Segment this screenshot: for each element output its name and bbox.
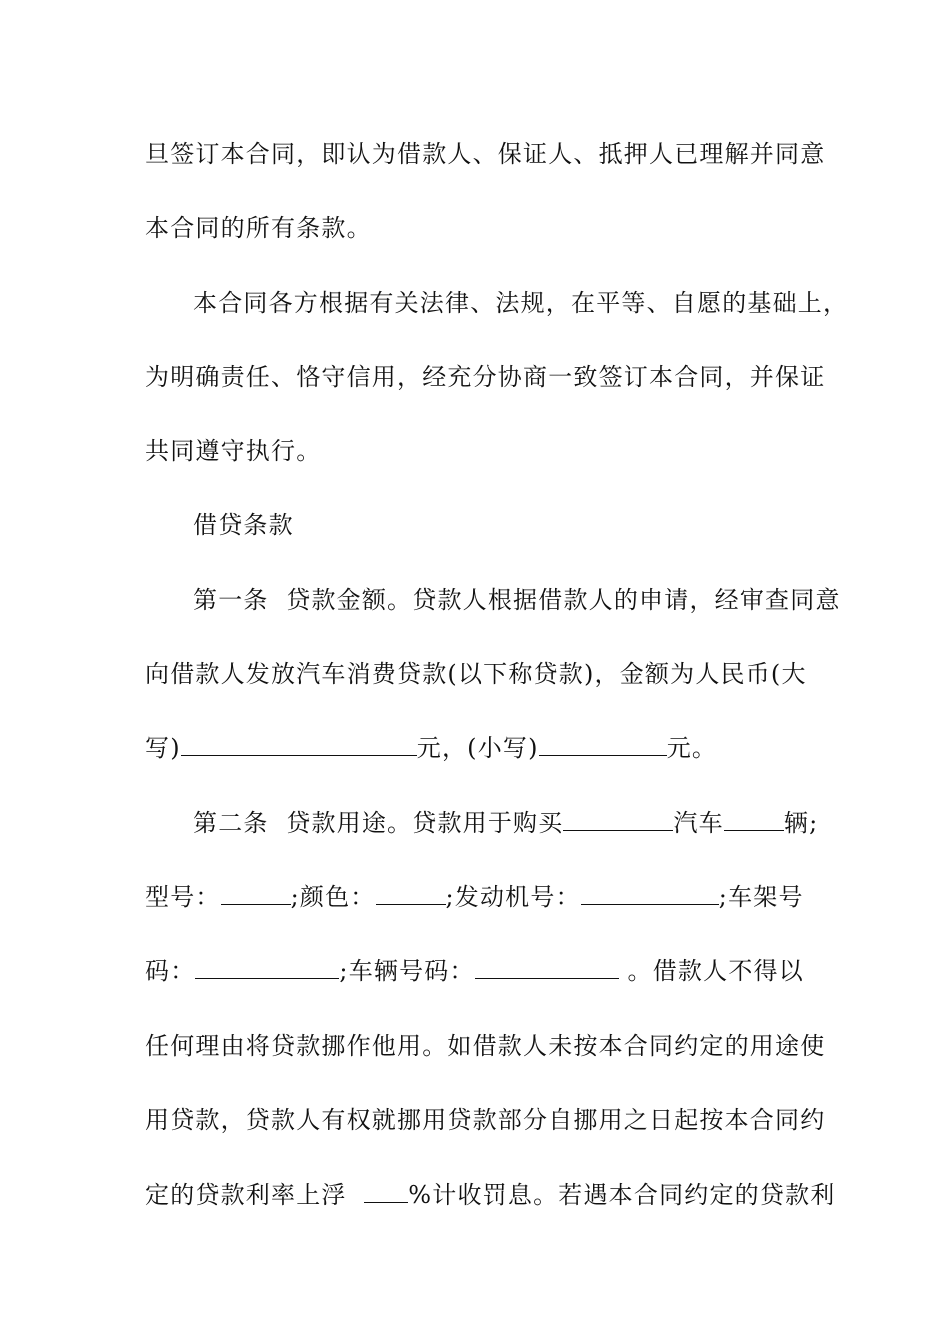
engine-number-blank[interactable] <box>581 882 719 905</box>
text-segment: 汽车 <box>673 809 724 837</box>
text-segment: 。借款人不得以 <box>618 957 804 985</box>
body-text-line: 向借款人发放汽车消费贷款(以下称贷款)，金额为人民币(大 <box>145 660 807 688</box>
text-segment: 元。 <box>666 734 718 762</box>
clause-1-heading-line: 第一条 贷款金额。贷款人根据借款人的申请，经审查同意 <box>193 586 841 614</box>
plate-number-blank[interactable] <box>475 956 619 979</box>
text-segment: %计收罚息。若遇本合同约定的贷款利 <box>408 1181 836 1209</box>
vehicle-brand-blank[interactable] <box>563 808 673 831</box>
text-segment: 元，(小写) <box>416 734 539 762</box>
vehicle-details-line <box>145 881 825 913</box>
body-text-line: 为明确责任、恪守信用，经充分协商一致签订本合同，并保证 <box>145 363 826 391</box>
body-text-line: 本合同的所有条款。 <box>145 214 372 242</box>
amount-lowercase-blank[interactable] <box>539 733 667 756</box>
penalty-percent-blank[interactable] <box>364 1180 408 1203</box>
body-text-line: 本合同各方根据有关法律、法规，在平等、自愿的基础上， <box>193 289 849 317</box>
amount-line <box>145 732 825 764</box>
body-text-line: 任何理由将贷款挪作他用。如借款人未按本合同约定的用途使 <box>145 1032 826 1060</box>
section-heading: 借贷条款 <box>193 511 294 539</box>
frame-number-blank[interactable] <box>195 956 339 979</box>
text-segment: 码： <box>145 957 196 985</box>
text-segment: ;车辆号码： <box>339 957 475 985</box>
model-blank[interactable] <box>221 882 291 905</box>
text-segment: 型号： <box>145 883 221 911</box>
amount-uppercase-blank[interactable] <box>181 733 417 756</box>
text-segment: ;颜色： <box>290 883 376 911</box>
text-segment: 写) <box>145 734 181 762</box>
body-text-line: 旦签订本合同，即认为借款人、保证人、抵押人已理解并同意 <box>145 140 826 168</box>
text-segment: ;车架号 <box>718 883 804 911</box>
clause-2-heading-line <box>193 807 873 839</box>
color-blank[interactable] <box>376 882 446 905</box>
vehicle-details-line <box>145 955 825 987</box>
text-segment: ;发动机号： <box>445 883 581 911</box>
body-text-line: 用贷款，贷款人有权就挪用贷款部分自挪用之日起按本合同约 <box>145 1106 826 1134</box>
body-text-line: 共同遵守执行。 <box>145 437 322 465</box>
vehicle-count-blank[interactable] <box>724 808 784 831</box>
text-segment: 定的贷款利率上浮 <box>145 1181 365 1209</box>
text-segment: 第二条 贷款用途。贷款用于购买 <box>193 809 564 837</box>
text-segment: 辆; <box>783 809 819 837</box>
penalty-rate-line <box>145 1179 836 1211</box>
